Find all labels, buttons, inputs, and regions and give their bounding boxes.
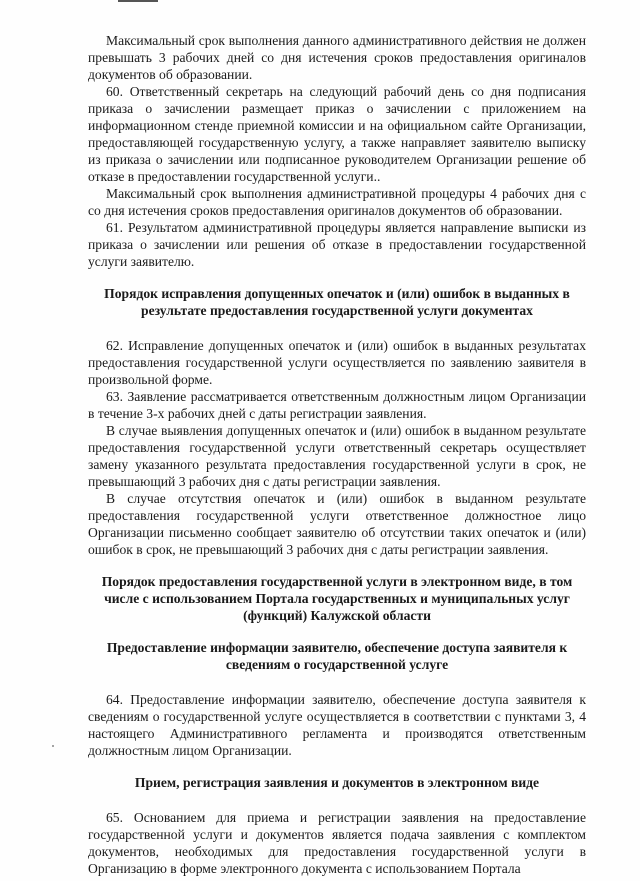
paragraph-64: 64. Предоставление информации заявителю, обеспечение доступа заявителя к сведениям о государственной услуге осуществляется в соответствии с пунктами 3, 4 настоящего Административного регламента и производятся ответственным должностным лицом Организации.	[88, 692, 586, 758]
heading-electronic-registration: Прием, регистрация заявления и документов в электронном виде	[134, 775, 540, 790]
heading-error-correction: Порядок исправления допущенных опечаток и (или) ошибок в выданных в результате предоставления государственной услуги документах	[104, 286, 570, 318]
paragraph-62: 62. Исправление допущенных опечаток и (или) ошибок в выданных результатах предоставления государственной услуги осуществляется по заявлению заявителя в произвольной форме.	[88, 338, 586, 387]
paragraph-errors-found: В случае выявления допущенных опечаток и (или) ошибок в выданном результате предоставления государственной услуги ответственный секретарь осуществляет замену указанного результата предоставления государственной услуги в срок, не превышающий 3 рабочих дня с даты регистрации заявления.	[88, 423, 586, 489]
paragraph-max-term-procedure: Максимальный срок выполнения административной процедуры 4 рабочих дня с со дня истечения сроков предоставления оригиналов документов об образовании.	[88, 186, 586, 218]
paragraph-65: 65. Основанием для приема и регистрации заявления на предоставление государственной услуги и документов является подача заявления с комплектом документов, необходимых для предоставления государственной услуги в Организацию в форме электронного документа с использованием Портала	[88, 810, 586, 876]
paragraph-63: 63. Заявление рассматривается ответственным должностным лицом Организации в течение 3-х рабочих дней с даты регистрации заявления.	[88, 389, 586, 421]
heading-information-access: Предоставление информации заявителю, обеспечение доступа заявителя к сведениям о государственной услуге	[106, 640, 568, 672]
heading-electronic-service: Порядок предоставления государственной услуги в электронном виде, в том числе с использованием Портала государственных и муниципальных услуг (функций) Калужской области	[101, 574, 573, 623]
paragraph-61: 61. Результатом административной процедуры является направление выписки из приказа о зачислении или решения об отказе в предоставлении государственной услуги заявителю.	[88, 220, 586, 269]
paragraph-max-term-action: Максимальный срок выполнения данного административного действия не должен превышать 3 рабочих дней со дня истечения сроков предоставления оригиналов документов об образовании.	[88, 33, 586, 82]
scan-artifact	[118, 0, 158, 2]
paragraph-60: 60. Ответственный секретарь на следующий рабочий день со дня подписания приказа о зачислении размещает приказ о зачислении с приложением на информационном стенде приемной комиссии и на официальном сайте Организации, предоставляющей государственную услугу, а также направляет заявителю выписку из приказа о зачислении или подписанное руководителем Организации решение об отказе в предоставлении государственной услуги..	[88, 84, 586, 184]
paragraph-no-errors: В случае отсутствия опечаток и (или) ошибок в выданном результате предоставления государственной услуги ответственное должностное лицо Организации письменно сообщает заявителю об отсутствии таких опечаток и (или) ошибок в срок, не превышающий 3 рабочих дня с даты регистрации заявления.	[88, 491, 586, 557]
document-body	[88, 32, 586, 877]
scan-speck	[52, 745, 54, 747]
